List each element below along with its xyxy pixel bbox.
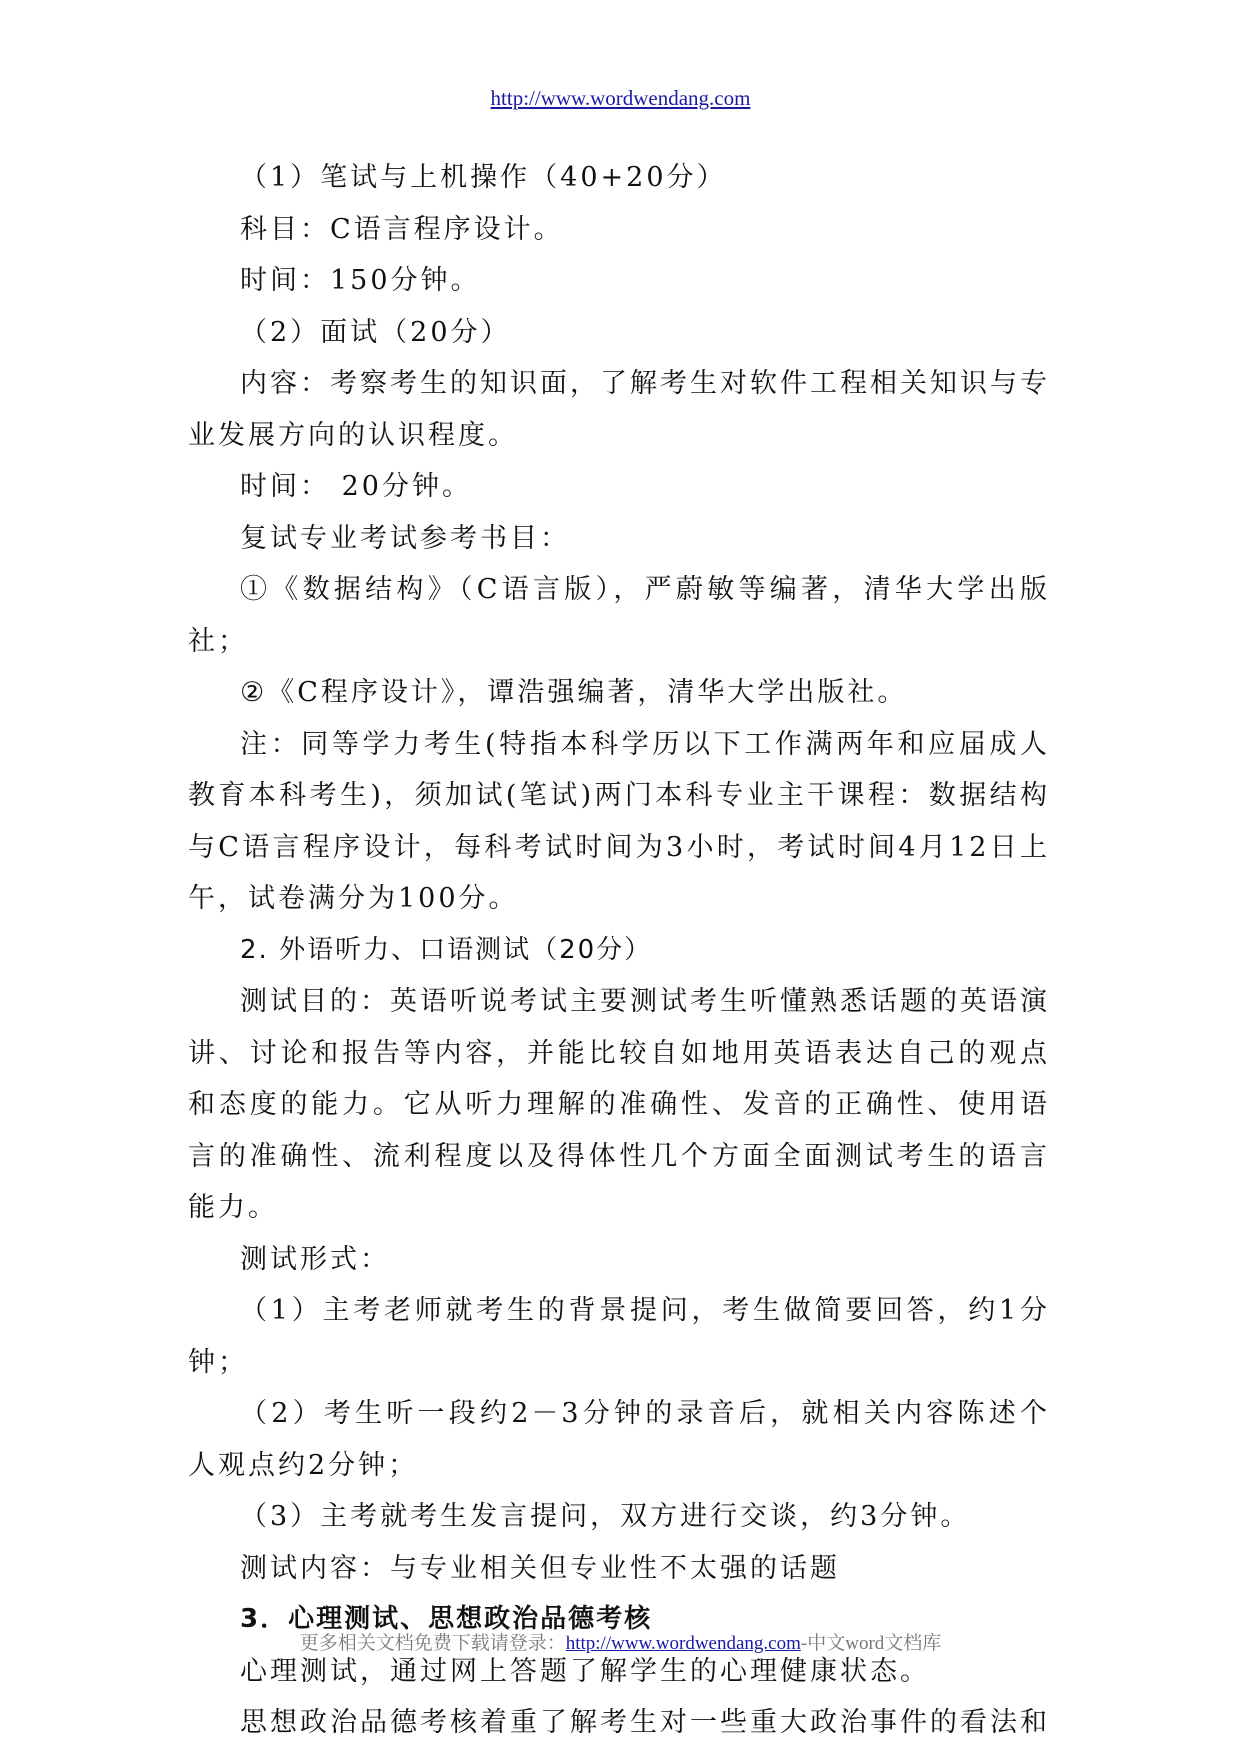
paragraph-content: 内容：考察考生的知识面，了解考生对软件工程相关知识与专业发展方向的认识程度。 (188, 368, 1050, 451)
paragraph-subject: 科目：C语言程序设计。 (240, 213, 564, 245)
section-heading-2: 2. 外语听力、口语测试（20分） (240, 934, 653, 965)
paragraph-test-format: 测试形式： (240, 1243, 390, 1275)
paragraph-written-exam: （1）笔试与上机操作（40+20分） (240, 162, 727, 193)
paragraph-reference-books: 复试专业考试参考书目： (240, 522, 570, 554)
document-body (188, 152, 1050, 1749)
page-footer (0, 1628, 1241, 1655)
paragraph-format-3: （3）主考就考生发言提问，双方进行交谈，约3分钟。 (240, 1501, 971, 1532)
paragraph-interview-time: 时间： 20分钟。 (240, 471, 472, 502)
paragraph-test-purpose: 测试目的：英语听说考试主要测试考生听懂熟悉话题的英语演讲、讨论和报告等内容，并能比较自如地用英语表达自己的观点和态度的能力。它从听力理解的准确性、发音的正确性、使用语言的准确性、流利程度以及得体性几个方面全面测试考生的语言能力。 (188, 986, 1050, 1223)
section-heading-3: 3．心理测试、思想政治品德考核 (240, 1604, 653, 1634)
paragraph-psych-test: 心理测试，通过网上答题了解学生的心理健康状态。 (240, 1655, 930, 1687)
paragraph-note: 注：同等学力考生(特指本科学历以下工作满两年和应届成人教育本科考生)，须加试(笔试)两门本科专业主干课程：数据结构与C语言程序设计，每科考试时间为3小时，考试时间4月12日上午，试卷满分为100分。 (188, 728, 1050, 914)
footer-url-link[interactable]: http://www.wordwendang.com (565, 1633, 801, 1654)
paragraph-book-1: ①《数据结构》（C语言版），严蔚敏等编著，清华大学出版社； (188, 574, 1050, 657)
paragraph-format-1: （1）主考老师就考生的背景提问，考生做简要回答，约1分钟； (188, 1295, 1050, 1378)
footer-suffix: -中文word文档库 (800, 1633, 942, 1654)
paragraph-test-content: 测试内容：与专业相关但专业性不太强的话题 (240, 1552, 840, 1584)
footer-prefix: 更多相关文档免费下载请登录： (299, 1633, 566, 1654)
paragraph-time: 时间：150分钟。 (240, 265, 481, 296)
paragraph-format-2: （2）考生听一段约2－3分钟的录音后，就相关内容陈述个人观点约2分钟； (188, 1398, 1050, 1481)
header-url-link[interactable]: http://www.wordwendang.com (490, 86, 751, 110)
paragraph-book-2: ②《C程序设计》，谭浩强编著，清华大学出版社。 (240, 677, 908, 708)
paragraph-political-review: 思想政治品德考核着重了解考生对一些重大政治事件的看法和 (240, 1707, 1050, 1738)
paragraph-interview: （2）面试（20分） (240, 316, 511, 348)
